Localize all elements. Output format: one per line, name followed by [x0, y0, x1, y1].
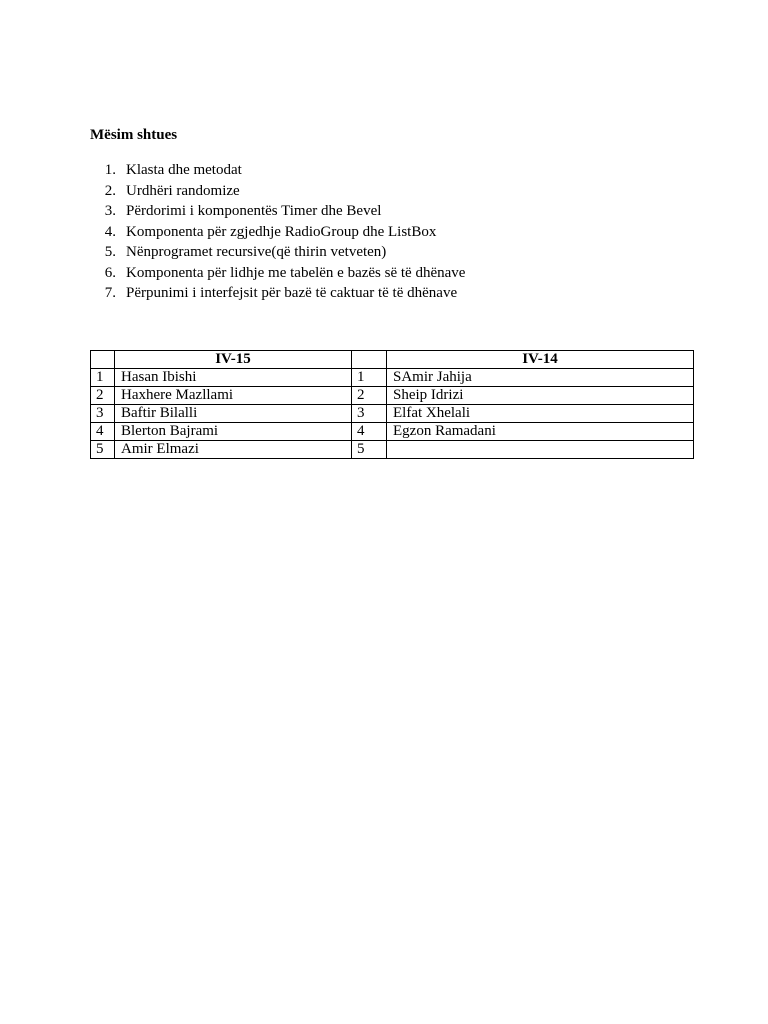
list-item-text: Nënprogramet recursive(që thirin vetveten)	[126, 244, 387, 260]
table-cell-name-a: Haxhere Mazllami	[115, 387, 352, 405]
table-cell-index-b: 3	[352, 405, 387, 423]
list-item-text: Përdorimi i komponentës Timer dhe Bevel	[126, 203, 382, 219]
list-item-text: Klasta dhe metodat	[126, 162, 242, 178]
table-cell-name-b	[387, 441, 694, 459]
table-header-index-a	[91, 351, 115, 369]
table-cell-name-a: Hasan Ibishi	[115, 369, 352, 387]
table-cell-index-b: 2	[352, 387, 387, 405]
table-cell-name-b: Egzon Ramadani	[387, 423, 694, 441]
table-header-row	[91, 351, 694, 369]
list-item	[90, 181, 465, 202]
list-item-text: Përpunimi i interfejsit për bazë të caktuar të të dhënave	[126, 285, 458, 301]
list-item-number: 1.	[104, 162, 116, 178]
document-title: Mësim shtues	[90, 127, 178, 143]
list-item	[90, 160, 465, 181]
table-cell-name-a: Baftir Bilalli	[115, 405, 352, 423]
table-row	[91, 369, 694, 387]
table-header-index-b	[352, 351, 387, 369]
table-cell-name-b: Sheip Idrizi	[387, 387, 694, 405]
table-cell-index-a: 3	[91, 405, 115, 423]
student-table	[90, 350, 694, 459]
table-cell-index-b: 5	[352, 441, 387, 459]
table-cell-index-a: 4	[91, 423, 115, 441]
list-item-number: 7.	[104, 285, 116, 301]
list-item-number: 5.	[104, 244, 116, 260]
table-row	[91, 441, 694, 459]
table-cell-index-a: 2	[91, 387, 115, 405]
table-row	[91, 405, 694, 423]
table-cell-index-a: 5	[91, 441, 115, 459]
table-cell-index-b: 1	[352, 369, 387, 387]
table-header-group-a: IV-15	[115, 351, 352, 369]
topic-list	[90, 160, 465, 304]
table-cell-name-b: SAmir Jahija	[387, 369, 694, 387]
list-item	[90, 201, 465, 222]
table-header-group-b: IV-14	[387, 351, 694, 369]
table-cell-index-a: 1	[91, 369, 115, 387]
table-cell-name-b: Elfat Xhelali	[387, 405, 694, 423]
list-item-text: Komponenta për zgjedhje RadioGroup dhe ListBox	[126, 223, 437, 240]
list-item-number: 3.	[104, 203, 116, 219]
table-cell-name-a: Amir Elmazi	[115, 441, 352, 459]
table-cell-name-a: Blerton Bajrami	[115, 423, 352, 441]
list-item-text: Komponenta për lidhje me tabelën e bazës së të dhënave	[126, 264, 466, 281]
list-item-number: 2.	[104, 182, 116, 199]
list-item-text: Urdhëri randomize	[126, 182, 240, 199]
list-item-number: 4.	[104, 223, 116, 240]
list-item	[90, 283, 465, 304]
table-row	[91, 387, 694, 405]
table-row	[91, 423, 694, 441]
list-item	[90, 242, 465, 263]
list-item-number: 6.	[104, 264, 116, 281]
list-item	[90, 263, 465, 284]
table-cell-index-b: 4	[352, 423, 387, 441]
list-item	[90, 222, 465, 243]
